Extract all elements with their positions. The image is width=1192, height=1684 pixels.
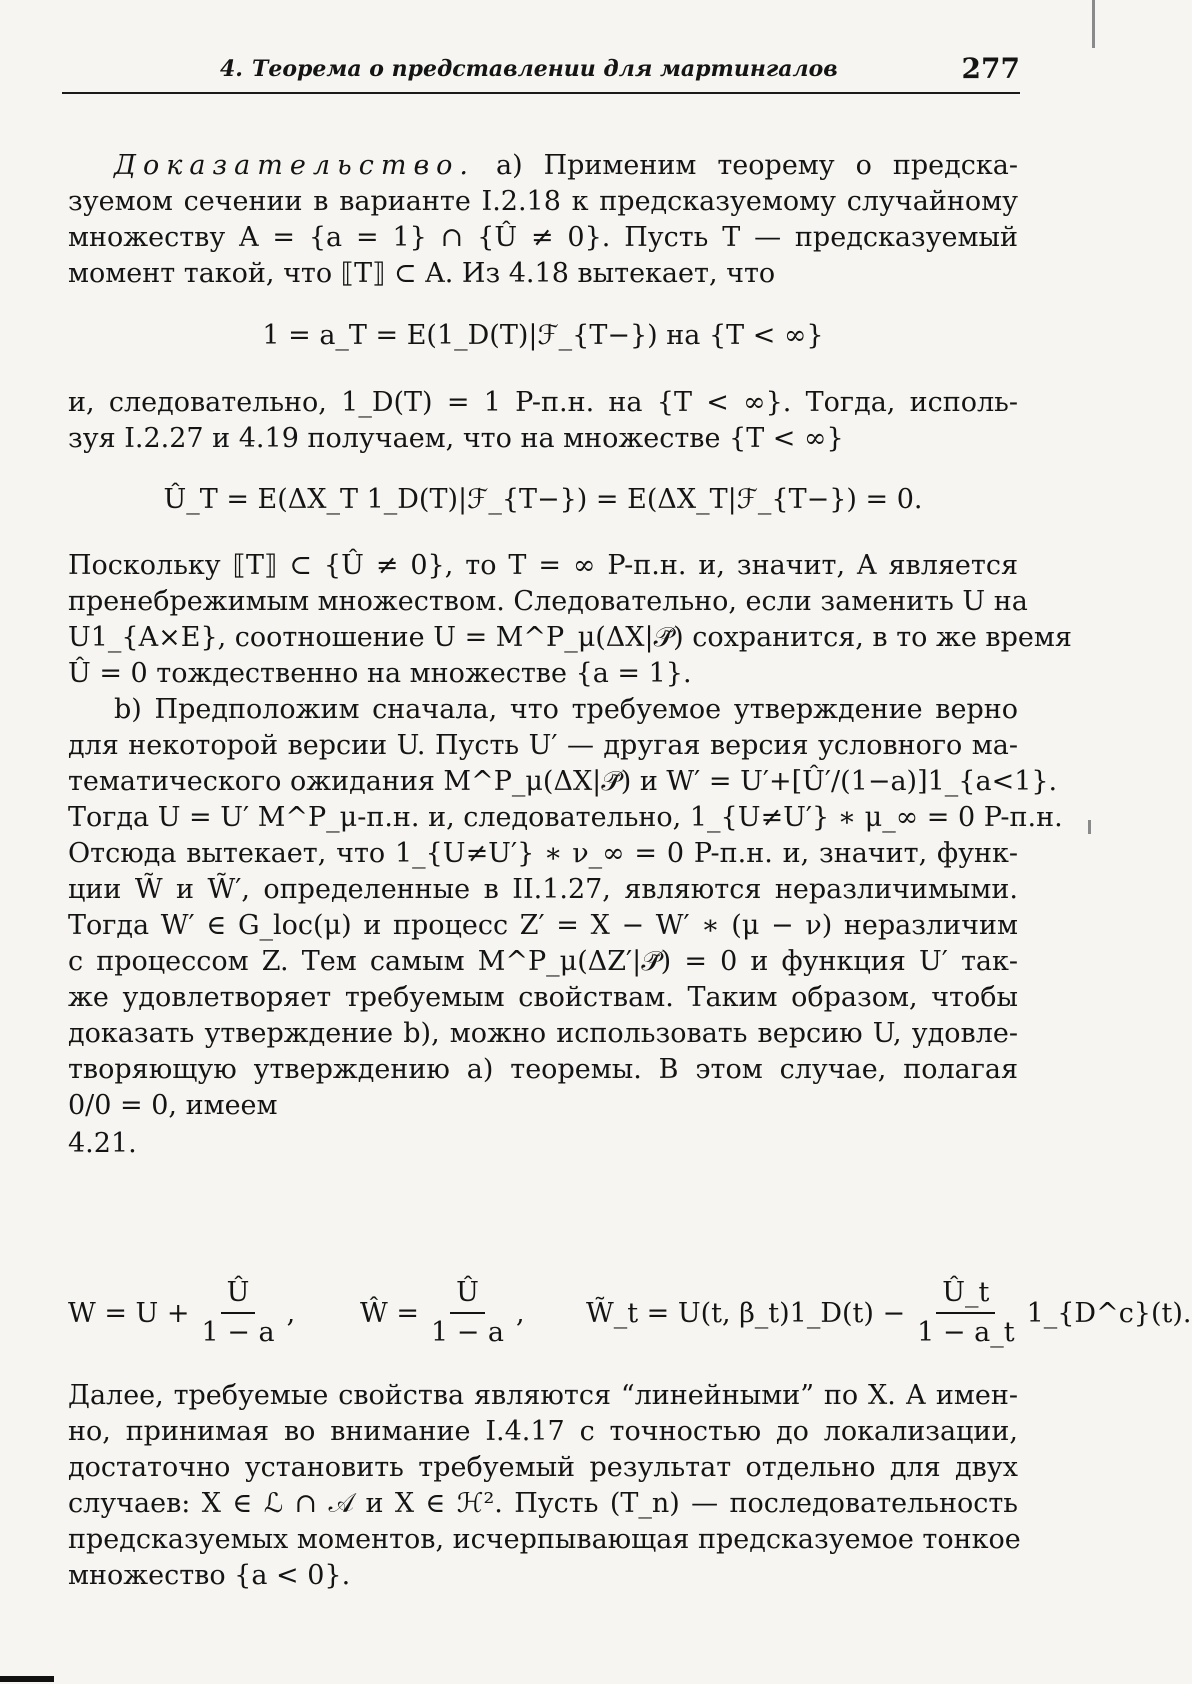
text-line: зуемом сечении в варианте I.2.18 к предсказуемому случайному (68, 186, 1018, 217)
text-line: Û = 0 тождественно на множестве {a = 1}. (68, 658, 692, 689)
text-line: множество {a < 0}. (68, 1560, 351, 1591)
text-line: Далее, требуемые свойства являются “линейными” по X. А имен- (68, 1380, 1018, 1411)
scan-edge-mark (1092, 0, 1095, 48)
text-line: же удовлетворяет требуемым свойствам. Таким образом, чтобы (68, 982, 1018, 1013)
eq-term: W̃_t = U(t, β_t)1_D(t) − (586, 1297, 906, 1329)
text-line: зуя I.2.27 и 4.19 получаем, что на множестве {T < ∞} (68, 423, 844, 454)
text-line: Поскольку ⟦T⟧ ⊂ {Û ≠ 0}, то T = ∞ P-п.н. и, значит, A является (68, 550, 1018, 581)
numerator: Û (450, 1276, 485, 1314)
denominator: 1 − a (201, 1317, 275, 1348)
text-line (114, 148, 1018, 184)
text-line: с процессом Z. Тем самым M^P_μ(ΔZ′|𝒫̃) = 0 и функция U′ так- (68, 946, 1018, 977)
text-line: доказать утверждение b), можно использовать версию U, удовле- (68, 1018, 1018, 1049)
scan-edge-mark (1088, 820, 1091, 834)
page-number: 277 (961, 52, 1020, 85)
text-line: предсказуемых моментов, исчерпывающая предсказуемое тонкое (68, 1524, 1021, 1555)
text-line: момент такой, что ⟦T⟧ ⊂ A. Из 4.18 вытекает, что (68, 258, 776, 289)
display-formula: 1 = a_T = E(1_D(T)|ℱ_{T−}) на {T < ∞} (262, 320, 824, 351)
section-title: Теорема о представлении для мартингалов (252, 56, 838, 82)
section-number: 4. (220, 56, 243, 82)
text-line: Тогда W′ ∈ G_loc(μ) и процесс Z′ = X − W′ ∗ (μ − ν) неразличим (68, 910, 1018, 941)
scan-corner-mark (0, 1676, 54, 1682)
equation-wt (586, 1268, 1192, 1358)
text-line: пренебрежимым множеством. Следовательно, если заменить U на (68, 586, 1028, 617)
text-line: достаточно установить требуемый результат отдельно для двух (68, 1452, 1018, 1483)
fraction (425, 1276, 510, 1350)
text-line: для некоторой версии U. Пусть U′ — другая версия условного ма- (68, 730, 1018, 761)
text-line: ции W̃ и W̃′, определенные в II.1.27, являются неразличимыми. (68, 874, 1018, 905)
text-line: b) Предположим сначала, что требуемое утверждение верно (114, 694, 1018, 725)
text-line: и, следовательно, 1_D(T) = 1 P-п.н. на {T < ∞}. Тогда, исполь- (68, 387, 1018, 418)
text-line: Отсюда вытекает, что 1_{U≠U′} ∗ ν_∞ = 0 P-п.н. и, значит, функ- (68, 838, 1018, 869)
text-line: случаев: X ∈ ℒ ∩ 𝒜 и X ∈ ℋ². Пусть (T_n) — последовательность (68, 1488, 1018, 1519)
header-rule (62, 92, 1020, 94)
equation-label: 4.21. (68, 1128, 137, 1159)
text-line: множеству A = {a = 1} ∩ {Û ≠ 0}. Пусть T — предсказуемый (68, 222, 1018, 253)
display-formula: Û_T = E(ΔX_T 1_D(T)|ℱ_{T−}) = E(ΔX_T|ℱ_{T−}) = 0. (163, 484, 923, 515)
proof-label: Доказательство. (114, 150, 475, 181)
text-line: но, принимая во внимание I.4.17 с точностью до локализации, (68, 1416, 1018, 1447)
eq-term: Ŵ = (360, 1297, 419, 1329)
fraction (911, 1276, 1020, 1350)
eq-term: W = U + (68, 1297, 190, 1329)
text-fragment: а) Применим теорему о предска- (495, 150, 1018, 181)
eq-sep: , (286, 1297, 296, 1329)
numerator: Û (221, 1276, 256, 1314)
denominator: 1 − a (430, 1317, 505, 1348)
equation-w (68, 1268, 295, 1358)
denominator: 1 − a_t (917, 1317, 1015, 1348)
fraction (196, 1276, 281, 1350)
running-header (62, 52, 1020, 92)
text-line: тематического ожидания M^P_μ(ΔX|𝒫̃) и W′ = U′+[Û′/(1−a)]1_{a<1}. (68, 766, 1058, 797)
eq-sep: , (516, 1297, 525, 1329)
text-line: U1_{A×E}, соотношение U = M^P_μ(ΔX|𝒫̃) сохранится, в то же время (68, 622, 1072, 653)
numerator: Û_t (936, 1276, 995, 1314)
equation-4-21 (68, 1268, 1192, 1358)
text-line: 0/0 = 0, имеем (68, 1090, 278, 1121)
text-line: Тогда U = U′ M^P_μ-п.н. и, следовательно, 1_{U≠U′} ∗ μ_∞ = 0 P-п.н. (68, 802, 1063, 833)
eq-term: 1_{D^c}(t). (1026, 1297, 1192, 1329)
equation-what (360, 1268, 525, 1358)
text-line: творяющую утверждению а) теоремы. В этом случае, полагая (68, 1054, 1018, 1085)
